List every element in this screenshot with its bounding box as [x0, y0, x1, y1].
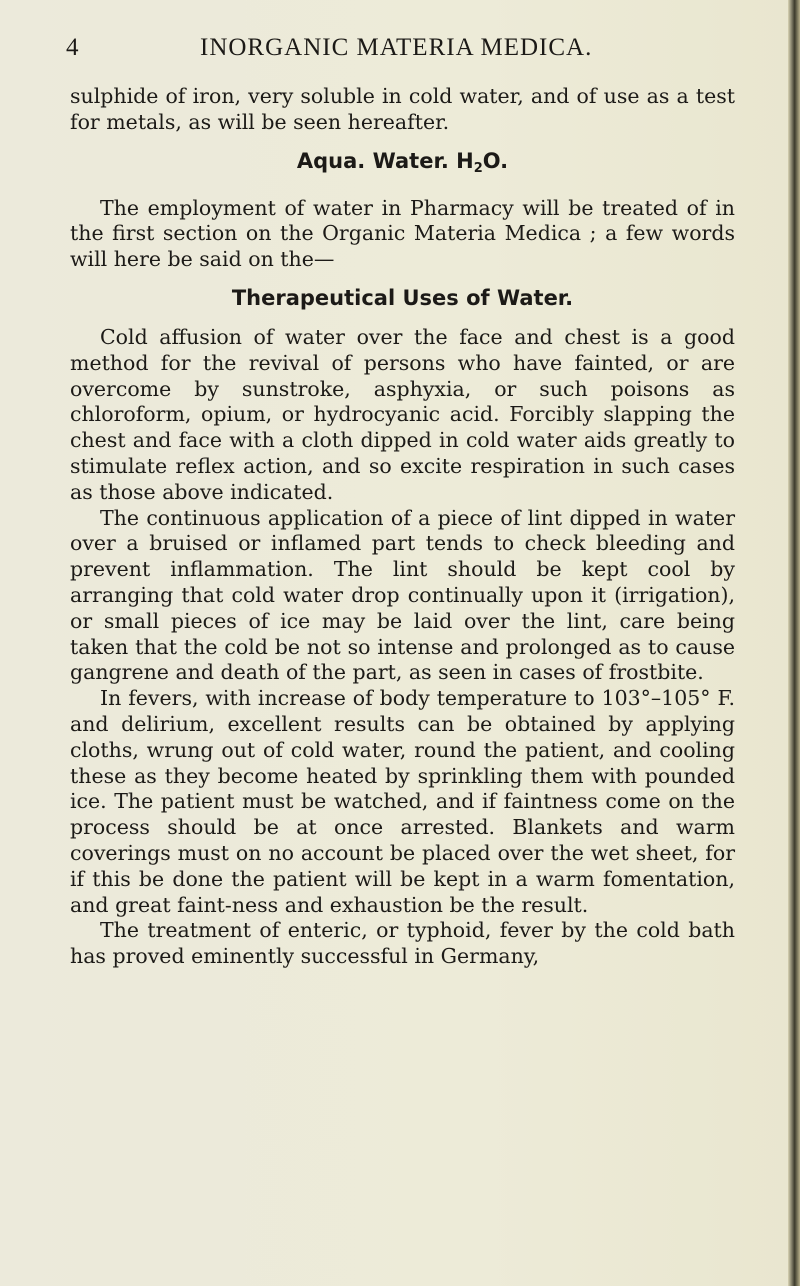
running-title: INORGANIC MATERIA MEDICA.	[200, 34, 593, 61]
paragraph-lint-application: The continuous application of a piece of lint dipped in water over a bruised or inflamed part tends to check bleeding and prevent inflammation. The lint should be kept cool by arranging that cold water drop continually upon it (irrigation), or small pieces of ice may be laid over the lint, care being taken that the cold be not so intense and prolonged as to cause gangrene and death of the part, as seen in cases of frostbite.	[70, 505, 735, 685]
paragraph-cold-affusion: Cold affusion of water over the face and chest is a good method for the revival of persons who have fainted, or are overcome by sunstroke, asphyxia, or such poisons as chloroform, opium, or hydrocyanic acid. Forcibly slapping the chest and face with a cloth dipped in cold water aids greatly to stimulate reflex action, and so excite respiration in such cases as those above indicated.	[70, 324, 735, 504]
heading-aqua-text: Aqua. Water. H	[296, 148, 474, 173]
heading-aqua-suffix: O.	[482, 148, 509, 173]
heading-aqua-subscript: 2	[473, 160, 483, 176]
page-number: 4	[66, 34, 80, 61]
section-heading-therapeutical-uses: Therapeutical Uses of Water.	[231, 285, 574, 310]
paragraph-enteric-fever: The treatment of enteric, or typhoid, fever by the cold bath has proved eminently successful in Germany,	[70, 918, 735, 969]
page-body	[70, 84, 735, 970]
intro-paragraph: sulphide of iron, very soluble in cold water, and of use as a test for metals, as will be seen hereafter.	[70, 84, 735, 134]
page-edge-shadow	[788, 0, 800, 1286]
paragraph-employment: The employment of water in Pharmacy will be treated of in the first section on the Organic Materia Medica ; a few words will here be said on the—	[70, 195, 735, 272]
running-header	[66, 34, 746, 66]
paragraph-fevers: In fevers, with increase of body temperature to 103°–105° F. and delirium, excellent results can be obtained by applying cloths, wrung out of cold water, round the patient, and cooling these as they become heated by sprinkling them with pounded ice. The patient must be watched, and if faintness come on the process should be at once arrested. Blankets and warm coverings must on no account be placed over the wet sheet, for if this be done the patient will be kept in a warm fomentation, and great faint-ness and exhaustion be the result.	[70, 686, 735, 917]
section-heading-aqua	[70, 148, 735, 182]
